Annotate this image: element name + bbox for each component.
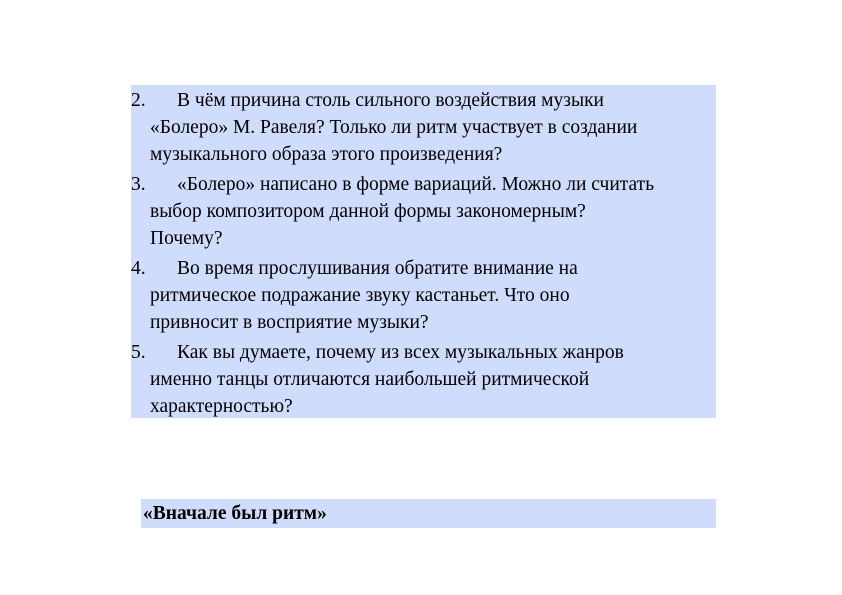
question-text-line: ритмическое подражание звуку кастаньет. Что оно: [150, 285, 570, 306]
question-text-line: «Болеро» написано в форме вариаций. Можно ли считать: [177, 174, 655, 195]
question-text-line: привносит в восприятие музыки?: [150, 312, 429, 333]
question-text-line: Во время прослушивания обратите внимание на: [177, 258, 578, 279]
question-item-2: [131, 87, 716, 168]
question-number: 4.: [131, 258, 146, 279]
question-text-line: Почему?: [150, 228, 223, 249]
question-text-line: В чём причина столь сильного воздействия музыки: [177, 90, 604, 111]
section-title: «Вначале был ритм»: [141, 499, 716, 528]
question-text-line: характерностью?: [150, 396, 293, 417]
question-number: 3.: [131, 174, 146, 195]
question-text-line: «Болеро» М. Равеля? Только ли ритм участвует в создании: [150, 117, 638, 138]
question-item-5: [131, 339, 716, 420]
question-number: 2.: [131, 90, 146, 111]
question-text-line: Как вы думаете, почему из всех музыкальных жанров: [177, 342, 624, 363]
question-item-3: [131, 171, 716, 252]
question-number: 5.: [131, 342, 146, 363]
question-text-line: выбор композитором данной формы закономерным?: [150, 201, 586, 222]
question-item-4: [131, 255, 716, 336]
questions-list: [131, 85, 716, 418]
question-text-line: именно танцы отличаются наибольшей ритмической: [150, 369, 590, 390]
question-text-line: музыкального образа этого произведения?: [150, 144, 503, 165]
